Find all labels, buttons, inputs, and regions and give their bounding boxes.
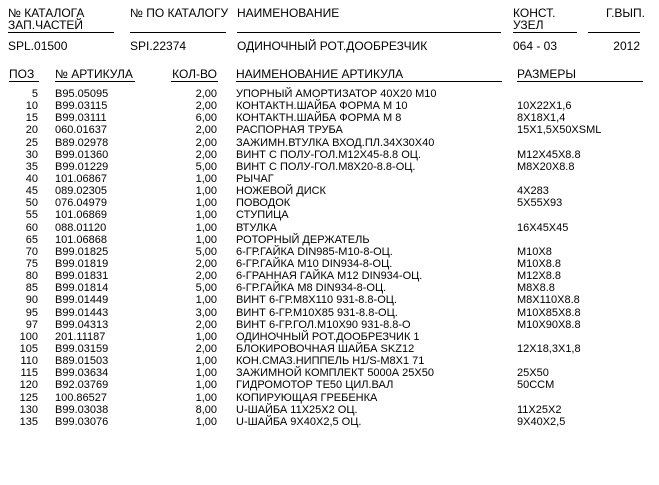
construction-unit-value: 064 - 03 [513,39,558,53]
cell-name: ВИНТ 6-ГР.М10Х85 931-8.8-ОЦ. [236,306,398,319]
cell-position: 40 [25,172,38,185]
table-row [0,428,659,440]
cell-name: РОТОРНЫЙ ДЕРЖАТЕЛЬ [236,233,370,246]
cell-name: КОНТАКТН.ШАЙБА ФОРМА М 8 [236,112,402,125]
cell-quantity: 2,00 [195,88,217,100]
cell-quantity: 1,00 [195,391,217,404]
column-header-quantity: КОЛ-ВО [172,67,217,81]
cell-quantity: 6,00 [195,112,217,125]
table-row [0,173,659,185]
header-divider [588,32,640,33]
table-row [0,185,659,197]
column-header-divider [55,81,135,82]
cell-quantity: 1,00 [195,379,217,392]
table-row [0,161,659,173]
cell-article: B92.03769 [55,379,109,392]
cell-dimensions: M10X8.8 [517,257,562,270]
year-value: 2012 [613,39,640,53]
cell-article: B99.04313 [55,318,109,331]
cell-position: 5 [31,88,38,100]
cell-quantity: 5,00 [195,282,217,295]
cell-dimensions: M8X20X8.8 [517,160,575,173]
cell-position: 50 [25,197,38,210]
table-row [0,379,659,391]
cell-position: 75 [25,257,38,270]
table-row [0,404,659,416]
cell-dimensions: M10X85X8.8 [517,306,581,319]
cell-article: B89.02978 [55,136,109,149]
cell-article: B99.01449 [55,294,109,307]
cell-article: 100.86527 [55,391,107,404]
cell-name: U-ШАЙБА 9X40X2,5 ОЦ. [236,415,362,428]
cell-dimensions: M8X110X8.8 [517,294,580,307]
cell-name: ЗАЖИМНОЙ КОМПЛЕКТ 5000А 25Х50 [236,367,434,380]
header-divider [8,32,114,33]
cell-dimensions: M8X8.8 [517,282,555,295]
cell-quantity: 1,00 [195,172,217,185]
cell-dimensions: 25X50 [517,367,549,380]
column-header-article-name: НАИМЕНОВАНИЕ АРТИКУЛА [236,67,404,81]
cell-name: ЗАЖИМН.ВТУЛКА ВХОД.ПЛ.34X30X40 [236,136,435,149]
cell-article: B99.01819 [55,257,109,270]
cell-position: 115 [20,367,38,380]
cell-position: 35 [25,160,38,173]
cell-quantity: 1,00 [195,355,217,368]
cell-dimensions: 9X40X2,5 [517,415,566,428]
cell-name: КОНТАКТН.ШАЙБА ФОРМА М 10 [236,100,408,113]
table-row [0,124,659,136]
table-row [0,246,659,258]
cell-name: СТУПИЦА [236,209,289,222]
column-header-dimensions: РАЗМЕРЫ [517,67,576,81]
table-row [0,355,659,367]
table-row [0,282,659,294]
cell-dimensions: 11X25X2 [517,403,562,416]
column-header-divider [517,81,643,82]
cell-dimensions: 8X18X1,4 [517,112,566,125]
table-row [0,222,659,234]
cell-position: 55 [25,209,38,222]
year-label: Г.ВЫП. [606,6,645,20]
cell-dimensions: M12X8.8 [517,270,562,283]
cell-position: 95 [25,306,38,319]
cell-dimensions: 16X45X45 [517,221,569,234]
cell-dimensions: 12X18,3X1,8 [517,342,581,355]
cell-position: 15 [25,112,38,125]
cell-quantity: 2,00 [195,148,217,161]
cell-quantity: 2,00 [195,124,217,137]
cell-dimensions: 50CCM [517,379,555,392]
cell-quantity: 1,00 [195,330,217,343]
column-header-divider [9,81,39,82]
table-row [0,88,659,100]
cell-article: B99.01825 [55,245,109,258]
cell-article: 060.01637 [55,124,107,137]
cell-name: НОЖЕВОЙ ДИСК [236,185,326,198]
table-row [0,100,659,112]
catalog-position-value: SPI.22374 [130,39,187,53]
column-header-divider [236,81,502,82]
cell-quantity: 3,00 [195,306,217,319]
cell-position: 80 [25,270,38,283]
cell-article: B99.03634 [55,367,109,380]
cell-article: B99.03159 [55,342,109,355]
cell-position: 135 [19,415,38,428]
parts-table-body [0,88,659,440]
cell-article: B89.01503 [55,355,109,368]
table-row [0,209,659,221]
cell-name: 6-ГР.ГАЙКА М10 DIN934-8-ОЦ. [236,257,393,270]
cell-quantity: 1,00 [195,197,217,210]
cell-dimensions: 15X1,5X50XSML [517,124,602,137]
table-row [0,294,659,306]
cell-position: 125 [19,391,38,404]
cell-quantity: 8,00 [195,403,217,416]
cell-name: БЛОКИРОВОЧНАЯ ШАЙБА SKZ12 [236,342,415,355]
cell-dimensions: 4X283 [517,185,549,198]
cell-quantity: 2,00 [195,257,217,270]
table-row [0,343,659,355]
cell-article: B99.03076 [55,415,109,428]
cell-article: B99.01831 [55,270,109,283]
cell-article: 089.02305 [55,185,107,198]
table-row [0,258,659,270]
table-row [0,367,659,379]
assembly-name-value: ОДИНОЧНЫЙ РОТ.ДООБРЕЗЧИК [237,39,428,53]
cell-quantity: 1,00 [195,209,217,222]
catalog-position-label: № ПО КАТАЛОГУ [130,6,229,20]
cell-quantity: 1,00 [195,185,217,198]
cell-article: B99.01360 [55,148,109,161]
cell-article: B99.03115 [55,100,108,113]
construction-unit-label: КОНСТ. УЗЕЛ [513,6,556,32]
table-row [0,319,659,331]
column-header-divider [171,81,218,82]
cell-quantity: 2,00 [195,318,217,331]
cell-position: 60 [25,221,38,234]
name-label: НАИМЕНОВАНИЕ [237,6,340,20]
cell-position: 100 [19,330,38,343]
table-row [0,197,659,209]
header-divider [130,32,226,33]
cell-quantity: 1,00 [195,233,217,246]
cell-name: 6-ГР.ГАЙКА M8 DIN934-8-ОЦ. [236,282,387,295]
cell-dimensions: M10X90X8.8 [517,318,581,331]
cell-name: ВИНТ 6-ГР.М8Х110 931-8.8-ОЦ. [236,294,397,307]
cell-name: РЫЧАГ [236,172,274,185]
cell-position: 30 [25,148,38,161]
cell-position: 85 [25,282,38,295]
cell-position: 45 [25,185,38,198]
cell-position: 25 [25,136,38,149]
cell-name: ВТУЛКА [236,221,277,234]
cell-name: ОДИНОЧНЫЙ РОТ.ДООБРЕЗЧИК 1 [236,330,420,343]
cell-name: ВИНТ С ПОЛУ-ГОЛ.М8Х20-8.8-ОЦ. [236,160,416,173]
cell-position: 130 [19,403,38,416]
cell-article: B99.01814 [55,282,109,295]
cell-article: B99.03038 [55,403,109,416]
cell-position: 105 [19,342,38,355]
catalog-number-label: № КАТАЛОГА ЗАП.ЧАСТЕЙ [8,6,85,32]
cell-article: B99.01229 [55,160,109,173]
table-row [0,331,659,343]
header-divider [237,32,501,33]
cell-position: 110 [20,355,38,368]
column-header-position: ПОЗ [9,67,35,81]
cell-name: 6-ГР.ГАЙКА DIN985-M10-8-ОЦ. [236,245,393,258]
cell-position: 65 [25,233,38,246]
cell-dimensions: 5X55X93 [517,197,563,210]
table-row [0,234,659,246]
cell-quantity: 1,00 [195,221,217,234]
cell-article: B95.05095 [55,88,109,100]
cell-position: 10 [25,100,38,113]
cell-position: 120 [19,379,38,392]
table-row [0,270,659,282]
cell-quantity: 5,00 [195,160,217,173]
cell-article: 101.06867 [55,172,107,185]
table-row [0,112,659,124]
table-row [0,307,659,319]
table-row [0,392,659,404]
cell-name: ВИНТ 6-ГР.ГОЛ.M10X90 931-8.8-О [236,318,411,331]
table-row [0,416,659,428]
catalog-number-value: SPL.01500 [8,39,68,53]
cell-position: 20 [25,124,38,137]
cell-name: ВИНТ С ПОЛУ-ГОЛ.М12Х45-8.8 ОЦ. [236,148,421,161]
cell-quantity: 2,00 [195,100,217,113]
cell-dimensions: 10X22X1,6 [517,100,572,113]
cell-quantity: 2,00 [195,136,217,149]
cell-name: ПОВОДОК [236,197,291,210]
cell-dimensions: M12X45X8.8 [517,148,581,161]
cell-article: B99.03111 [55,112,107,125]
cell-quantity: 2,00 [195,270,217,283]
cell-name: U-ШАЙБА 11X25X2 ОЦ. [236,403,358,416]
cell-article: 076.04979 [55,197,107,210]
cell-name: КОН.СМАЗ.НИППЕЛЬ H1/S-M8X1 71 [236,355,425,368]
cell-article: 201.11187 [55,330,106,343]
cell-article: B99.01443 [55,306,109,319]
cell-article: 101.06868 [55,233,107,246]
cell-quantity: 2,00 [195,342,217,355]
cell-name: РАСПОРНАЯ ТРУБА [236,124,343,137]
cell-position: 90 [25,294,38,307]
cell-name: КОПИРУЮЩАЯ ГРЕБЕНКА [236,391,378,404]
cell-name: УПОРНЫЙ АМОРТИЗАТОР 40Х20 М10 [236,88,437,100]
cell-position: 97 [25,318,38,331]
cell-position: 70 [25,245,38,258]
table-row [0,149,659,161]
cell-article: 088.01120 [55,221,107,234]
column-header-article: № АРТИКУЛА [55,67,133,81]
cell-article: 101.06869 [55,209,107,222]
cell-name: ГИДРОМОТОР TE50 ЦИЛ.ВАЛ [236,379,394,392]
header-divider [513,32,577,33]
cell-quantity: 1,00 [195,294,217,307]
cell-name: 6-ГРАННАЯ ГАЙКА M12 DIN934-ОЦ. [236,270,423,283]
cell-quantity: 5,00 [195,245,217,258]
table-row [0,137,659,149]
cell-quantity: 1,00 [195,415,217,428]
cell-quantity: 1,00 [195,367,217,380]
cell-dimensions: M10X8 [517,245,552,258]
